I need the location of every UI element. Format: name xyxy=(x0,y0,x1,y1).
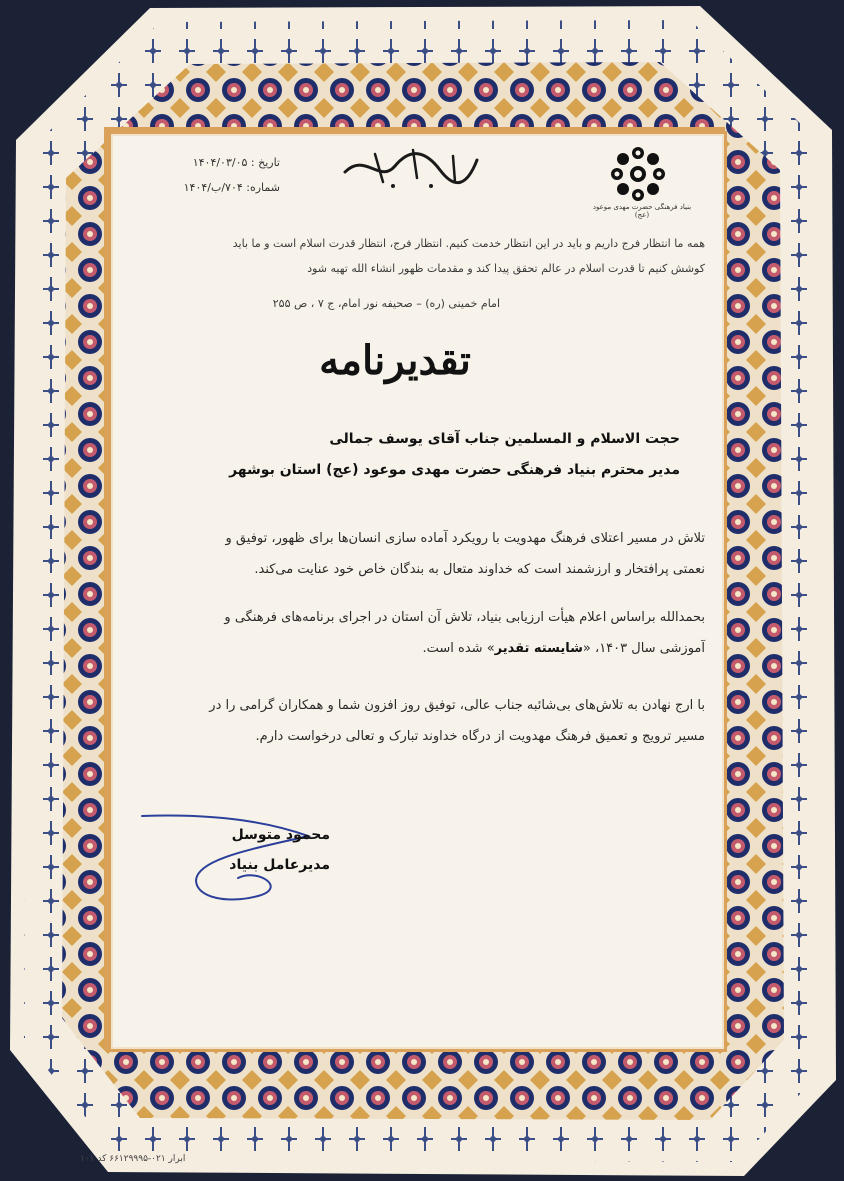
paragraph-3 xyxy=(120,690,705,752)
basmala-calligraphy xyxy=(335,142,485,194)
highlight-text: شایسته تقدیر xyxy=(494,641,583,656)
recipient-name: حجت الاسلام و المسلمین جناب آقای یوسف جمالی xyxy=(329,431,680,447)
paragraph-2 xyxy=(120,602,705,664)
paragraph-1 xyxy=(120,523,705,585)
paragraph-line: تلاش در مسیر اعتلای فرهنگ مهدویت با رویکرد آماده سازی انسان‌ها برای ظهور، توفیق و xyxy=(225,531,705,546)
paragraph-line: نعمتی پرافتخار و ارزشمند است که خداوند متعال به بندگان خاص خود عنایت می‌کند. xyxy=(254,562,705,577)
paragraph-line: مسیر ترویج و تعمیق فرهنگ مهدویت از درگاه خداوند تبارک و تعالی درخواست دارم. xyxy=(255,729,705,744)
logo-caption: بنیاد فرهنگی حضرت مهدی موعود (عج) xyxy=(592,203,692,219)
footer-code: ابرار ۰۲۱-۶۶۱۲۹۹۹۵ کد ۱۰۱ xyxy=(80,1154,186,1164)
certificate-title: تقدیرنامه xyxy=(319,337,471,384)
paragraph-line xyxy=(120,633,705,664)
paragraph-segment: آموزشی سال ۱۴۰۳، « xyxy=(582,641,705,656)
quote-line: کوشش کنیم تا قدرت اسلام در عالم تحقق پیدا کند و مقدمات ظهور انشاء الله تهیه شود xyxy=(307,262,705,275)
quote-line: همه ما انتظار فرج داریم و باید در این انتظار خدمت کنیم. انتظار فرج، انتظار قدرت اسلام است و ما باید xyxy=(232,237,705,250)
signer-name: محمود متوسل xyxy=(231,827,330,843)
number-label: شماره: ۷۰۴/ب/۱۴۰۴ xyxy=(183,181,280,194)
paragraph-line: با ارج نهادن به تلاش‌های بی‌شائبه جناب عالی، توفیق روز افزون شما و همکاران گرامی را در xyxy=(209,698,705,713)
quote-block xyxy=(125,231,705,281)
recipient-position: مدیر محترم بنیاد فرهنگی حضرت مهدی موعود (عج) استان بوشهر xyxy=(229,462,680,478)
quote-source: امام خمینی (ره) – صحیفه نور امام، ج ۷ ، ص ۲۵۵ xyxy=(272,297,500,310)
paragraph-line: بحمدالله براساس اعلام هیأت ارزیابی بنیاد، تلاش آن استان در اجرای برنامه‌های فرهنگی و xyxy=(224,610,705,625)
recipient-block xyxy=(120,424,680,486)
signature-block xyxy=(180,820,330,880)
paragraph-segment: » شده است. xyxy=(422,641,495,656)
basmala-icon xyxy=(335,142,485,194)
signer-position: مدیرعامل بنیاد xyxy=(229,857,330,873)
date-label: تاریخ : ۱۴۰۴/۰۳/۰۵ xyxy=(192,156,280,169)
